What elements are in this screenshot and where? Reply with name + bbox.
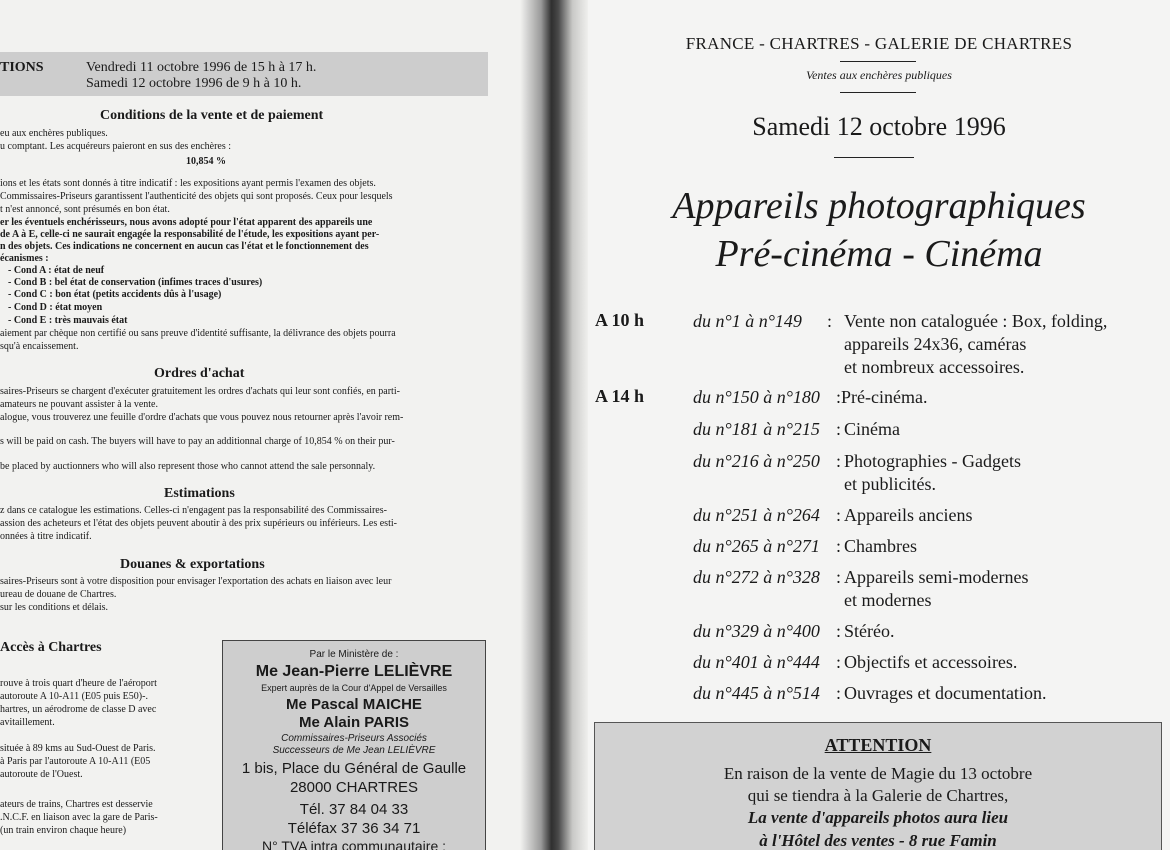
conditions-line: u comptant. Les acquéreurs paieront en sus des enchères : — [0, 141, 232, 152]
ordres-heading: Ordres d'achat — [154, 366, 245, 381]
schedule-colon: : — [836, 652, 842, 672]
schedule-colon: : — [836, 683, 842, 703]
estimations-line: z dans ce catalogue les estimations. Celles-ci n'engagent pas la responsabilité des Commissaires- — [0, 505, 387, 516]
attention-address: à l'Hôtel des ventes - 8 rue Famin — [759, 831, 997, 850]
attention-line: En raison de la vente de Magie du 13 octobre — [723, 764, 1033, 783]
lot-description: Ouvrages et documentation. — [844, 683, 1047, 703]
lot-description: Chambres — [844, 536, 917, 556]
douanes-line: saires-Priseurs sont à votre disposition pour envisager l'exportation des achats en liaison avec leur — [0, 576, 392, 587]
condition-grade: - Cond C : bon état (petits accidents dûs à l'usage) — [8, 289, 222, 300]
lot-description: Pré-cinéma. — [841, 387, 928, 407]
attention-notice — [594, 722, 1162, 850]
ordres-line: alogue, vous trouverez une feuille d'ordre d'achats que vous pouvez nous retourner après l'avoir rem- — [0, 412, 404, 423]
ordres-line: s will be paid on cash. The buyers will have to pay an additionnal charge of 10,854 % on their pur- — [0, 436, 395, 447]
attention-title: ATTENTION — [824, 735, 932, 755]
conditions-line: aiement par chèque non certifié ou sans preuve d'identité suffisante, la délivrance des objets pourra — [0, 328, 396, 339]
acces-line: avitaillement. — [0, 717, 55, 728]
acces-line: .N.C.F. en liaison avec la gare de Paris- — [0, 812, 158, 823]
acces-line: située à 89 kms au Sud-Ouest de Paris. — [0, 743, 156, 754]
buyer-fee-percentage: 10,854 % — [186, 156, 226, 167]
ordres-line: saires-Priseurs se chargent d'exécuter gratuitement les ordres d'achats qui leur sont confiés, en parti- — [0, 386, 400, 397]
schedule-colon: : — [836, 419, 842, 439]
right-page — [588, 0, 1170, 850]
auctioneer-title: Expert auprès de la Cour d'Appel de Versailles — [261, 683, 447, 693]
expositions-label: TIONS — [0, 60, 44, 75]
acces-line: rouve à trois quart d'heure de l'aéroport — [0, 678, 157, 689]
estimations-heading: Estimations — [164, 486, 235, 501]
lot-description: Vente non cataloguée : Box, folding, — [844, 311, 1108, 331]
schedule-time: A 14 h — [595, 386, 645, 406]
lot-range: du n°401 à n°444 — [693, 652, 820, 672]
schedule-colon: : — [836, 387, 842, 407]
lot-description: Objectifs et accessoires. — [844, 652, 1018, 672]
acces-line: (un train environ chaque heure) — [0, 825, 127, 836]
subheader-rule — [840, 92, 916, 93]
estimations-line: assion des acheteurs et l'état des objets peuvent aboutir à des prix supérieurs ou inférieurs. Les esti- — [0, 518, 397, 529]
douanes-line: ureau de douane de Chartres. — [0, 589, 117, 600]
phone-number: Tél. 37 84 04 33 — [299, 801, 409, 818]
condition-grade: - Cond E : très mauvais état — [8, 315, 128, 326]
conditions-line: squ'à encaissement. — [0, 341, 79, 352]
sale-type: Ventes aux enchères publiques — [806, 68, 952, 82]
acces-heading: Accès à Chartres — [0, 640, 102, 655]
acces-line: ateurs de trains, Chartres est desservie — [0, 799, 153, 810]
schedule-time: A 10 h — [595, 310, 645, 330]
conditions-line: n des objets. Ces indications ne concernent en aucun cas l'état et le fonctionnement des — [0, 241, 369, 252]
auctioneer-association: Commissaires-Priseurs Associés — [281, 733, 427, 744]
schedule-colon: : — [836, 536, 842, 556]
attention-line: qui se tiendra à la Galerie de Chartres, — [747, 786, 1009, 805]
vat-number: N° TVA intra communautaire : — [261, 838, 447, 850]
lot-range: du n°445 à n°514 — [693, 683, 820, 703]
acces-line: à Paris par l'autoroute A 10-A11 (E05 — [0, 756, 151, 767]
book-gutter — [520, 0, 590, 850]
left-page — [0, 0, 540, 850]
lot-range: du n°329 à n°400 — [693, 621, 820, 641]
lot-range: du n°150 à n°180 — [693, 387, 820, 407]
lot-range: du n°216 à n°250 — [693, 451, 820, 471]
douanes-line: sur les conditions et délais. — [0, 602, 109, 613]
acces-line: hartres, un aérodrome de classe D avec — [0, 704, 157, 715]
ministere-intro: Par le Ministère de : — [309, 649, 399, 660]
location-header: FRANCE - CHARTRES - GALERIE DE CHARTRES — [685, 34, 1073, 53]
fax-number: Téléfax 37 36 34 71 — [287, 820, 421, 837]
auctioneer-name: Me Pascal MAICHE — [286, 696, 422, 713]
lot-range: du n°251 à n°264 — [693, 505, 820, 525]
lot-range: du n°1 à n°149 — [693, 311, 802, 331]
ordres-line: be placed by auctionners who will also represent those who cannot attend the sale personnaly. — [0, 461, 376, 472]
conditions-line: eu aux enchères publiques. — [0, 128, 108, 139]
schedule-colon: : — [836, 505, 842, 525]
sale-date: Samedi 12 octobre 1996 — [752, 112, 1006, 141]
conditions-line: Commissaires-Priseurs garantissent l'authenticité des objets qui sont proposés. Ceux pour lesquels — [0, 191, 393, 202]
date-rule — [834, 157, 914, 158]
conditions-line: ions et les états sont donnés à titre indicatif : les expositions ayant permis l'examen des objets. — [0, 178, 376, 189]
lot-description: Cinéma — [844, 419, 900, 439]
conditions-line: er les éventuels enchérisseurs, nous avons adopté pour l'état apparent des appareils une — [0, 217, 373, 228]
schedule-colon: : — [827, 311, 833, 331]
lot-description: appareils 24x36, caméras — [844, 334, 1027, 354]
schedule-colon: : — [836, 621, 842, 641]
address-city: 28000 CHARTRES — [289, 779, 419, 796]
auctioneer-name: Me Jean-Pierre LELIÈVRE — [255, 663, 453, 680]
lot-range: du n°181 à n°215 — [693, 419, 820, 439]
ministere-box — [222, 640, 486, 850]
lot-description: Appareils semi-modernes — [844, 567, 1029, 587]
expositions-line-1: Vendredi 11 octobre 1996 de 15 h à 17 h. — [86, 60, 317, 75]
lot-range: du n°265 à n°271 — [693, 536, 820, 556]
schedule-colon: : — [836, 451, 842, 471]
address-street: 1 bis, Place du Général de Gaulle — [241, 760, 467, 777]
lot-description: Stéréo. — [844, 621, 895, 641]
conditions-line: écanismes : — [0, 253, 49, 264]
expositions-line-2: Samedi 12 octobre 1996 de 9 h à 10 h. — [86, 76, 302, 91]
acces-line: autoroute A 10-A11 (E05 puis E50)-. — [0, 691, 148, 702]
condition-grade: - Cond A : état de neuf — [8, 265, 105, 276]
conditions-line: t n'est annoncé, sont présumés en bon état. — [0, 204, 170, 215]
conditions-heading: Conditions de la vente et de paiement — [100, 108, 324, 123]
condition-grade: - Cond D : état moyen — [8, 302, 103, 313]
catalog-title: Appareils photographiques — [672, 185, 1086, 227]
lot-description: et publicités. — [844, 474, 936, 494]
estimations-line: onnées à titre indicatif. — [0, 531, 92, 542]
header-rule — [840, 61, 916, 62]
catalog-subtitle: Pré-cinéma - Cinéma — [715, 233, 1043, 275]
ordres-line: amateurs ne pouvant assister à la vente. — [0, 399, 158, 410]
lot-description: et nombreux accessoires. — [844, 357, 1025, 377]
acces-line: autoroute de l'Ouest. — [0, 769, 83, 780]
auctioneer-name: Me Alain PARIS — [298, 714, 410, 731]
lot-range: du n°272 à n°328 — [693, 567, 820, 587]
douanes-heading: Douanes & exportations — [120, 557, 265, 572]
conditions-line: de A à E, celle-ci ne saurait engagée la responsabilité de l'étude, les expositions ayant per- — [0, 229, 380, 240]
attention-venue: La vente d'appareils photos aura lieu — [747, 808, 1009, 827]
condition-grade: - Cond B : bel état de conservation (infimes traces d'usures) — [8, 277, 263, 288]
auctioneer-successors: Successeurs de Me Jean LELIÈVRE — [272, 745, 436, 756]
lot-description: Appareils anciens — [844, 505, 973, 525]
lot-description: Photographies - Gadgets — [844, 451, 1021, 471]
lot-description: et modernes — [844, 590, 932, 610]
schedule-colon: : — [836, 567, 842, 587]
